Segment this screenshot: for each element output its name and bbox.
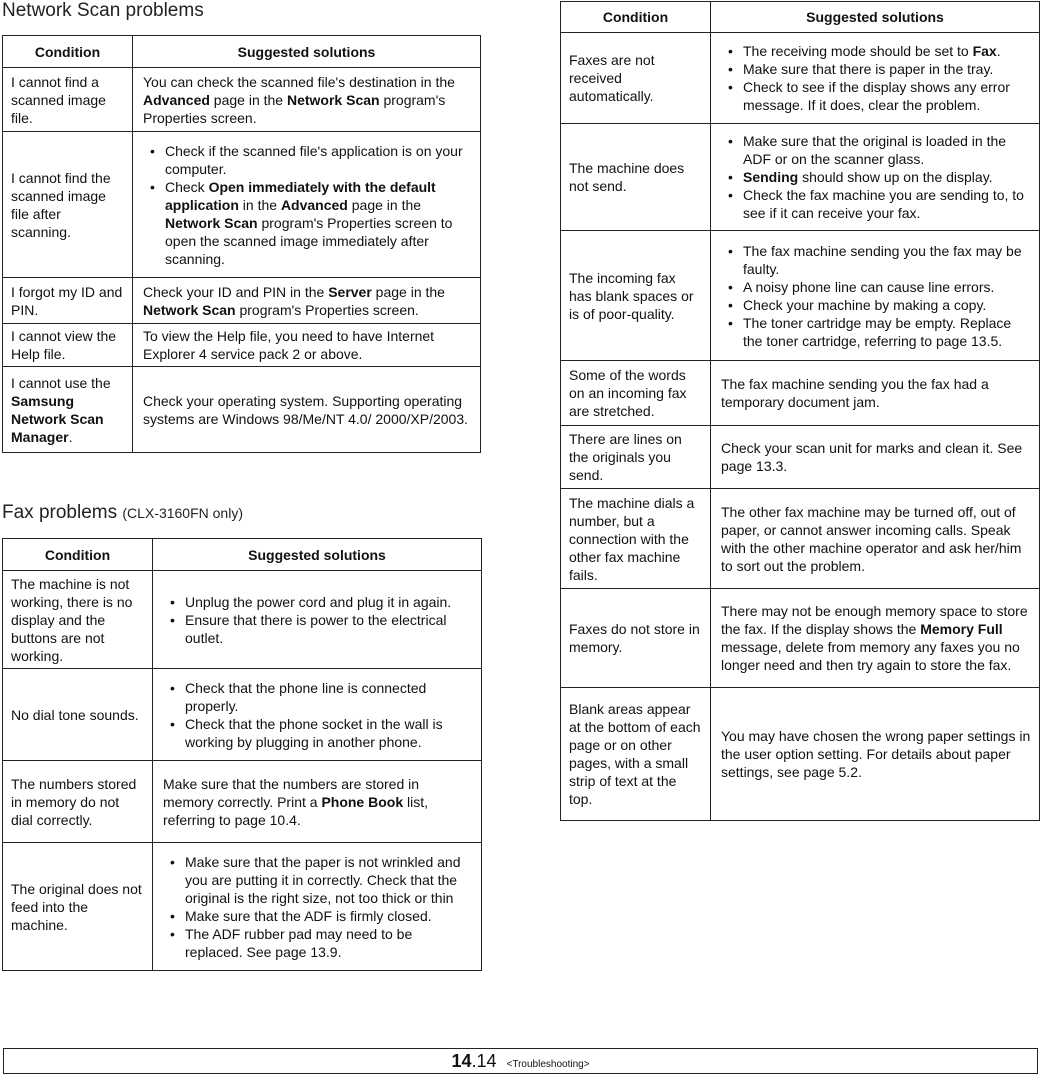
table-row (561, 489, 1040, 589)
condition-cell (561, 361, 711, 426)
table-row (561, 361, 1040, 426)
text-segment: The other fax machine may be turned off, out of paper, or cannot answer incoming calls. Speak with the other machine operator and ask her/him to sort out the problem. (721, 503, 1022, 574)
bold-text: Phone Book (321, 793, 404, 810)
condition-cell (3, 761, 153, 843)
bold-text: Network Scan (143, 301, 236, 318)
bold-text: Network Scan (286, 91, 380, 108)
condition-cell (561, 231, 711, 361)
condition-cell (561, 124, 711, 231)
solution-list (721, 242, 1031, 350)
header-row (561, 2, 1040, 33)
text-segment: Faxes do not store in memory. (569, 621, 700, 655)
text-segment: Ensure that there is power to the electrical outlet. (185, 611, 447, 646)
table-row (561, 33, 1040, 124)
solution-list (163, 853, 473, 961)
header-row (3, 539, 482, 571)
solution-cell (133, 68, 481, 132)
solution-cell (153, 843, 482, 971)
solution-cell (133, 132, 481, 278)
bold-text: Sending (743, 169, 799, 185)
text-segment: Faxes are not received automatically. (569, 52, 655, 104)
solution-bullet (743, 60, 1031, 78)
text-segment: . (996, 43, 1001, 59)
text-segment: Check your operating system. Supporting operating systems are Windows 98/Me/NT 4.0/ 2000/XP/2003. (143, 392, 469, 427)
text-segment: Make sure that there is paper in the tray. (743, 61, 994, 77)
text-segment: program's Properties screen to open the scanned image immediately after scanning. (165, 214, 453, 267)
text-segment: Unplug the power cord and plug it in again. (185, 593, 452, 610)
solution-bullet (743, 132, 1031, 168)
text-segment: . (68, 428, 73, 445)
text-segment: I forgot my ID and PIN. (11, 283, 123, 318)
condition-cell (3, 278, 133, 324)
solution-cell (711, 361, 1040, 426)
text-segment: message, delete from memory any faxes you no longer need and then try again to store the fax. (721, 639, 1020, 673)
text-segment: There may not be enough memory space to store the fax. If the display shows the (721, 603, 1028, 637)
table-row (3, 761, 482, 843)
bold-text: Memory Full (920, 621, 1003, 637)
section-name: <Troubleshooting> (506, 1059, 590, 1070)
condition-cell (561, 589, 711, 688)
text-segment: Check your scan unit for marks and clean it. See page 13.3. (721, 440, 1023, 474)
condition-cell (561, 426, 711, 489)
solution-bullet (743, 242, 1031, 278)
text-segment: program's Properties screen. (143, 91, 446, 126)
text-segment: The machine dials a number, but a connection with the other fax machine fails. (569, 494, 695, 583)
solution-bullet (165, 178, 472, 268)
solution-cell (133, 367, 481, 453)
text-segment: program's Properties screen. (235, 301, 419, 318)
table-row (3, 843, 482, 971)
text-segment: page in the (347, 196, 422, 213)
text-segment: page in the (371, 283, 445, 300)
solution-list (721, 42, 1031, 114)
text-segment: No dial tone sounds. (11, 706, 139, 723)
bold-text: Open immediately with the default application (165, 178, 436, 213)
condition-cell (561, 33, 711, 124)
solution-cell (711, 489, 1040, 589)
text-segment: Make sure that the ADF is firmly closed. (185, 907, 432, 924)
solution-cell (153, 571, 482, 669)
fax-problems-table-continued (560, 1, 1040, 821)
solution-bullet (743, 278, 1031, 296)
solution-cell (711, 231, 1040, 361)
solution-cell (711, 688, 1040, 821)
text-segment: Check that the phone socket in the wall is working by plugging in another phone. (185, 715, 443, 750)
solution-bullet (185, 611, 473, 647)
text-segment: You may have chosen the wrong paper settings in the user option setting. For details about paper settings, see page 5.2. (721, 728, 1031, 780)
header-suggested-solutions: Suggested solutions (711, 2, 1040, 33)
bold-text: Samsung Network Scan Manager (11, 392, 104, 445)
solution-bullet (185, 679, 473, 715)
text-segment: Check the fax machine you are sending to, to see if it can receive your fax. (743, 187, 1024, 221)
solution-bullet (185, 925, 473, 961)
solution-list (163, 593, 473, 647)
chapter-number: 14 (451, 1051, 472, 1071)
solution-list (143, 142, 472, 268)
condition-cell (561, 688, 711, 821)
table-row (3, 324, 481, 367)
header-suggested-solutions: Suggested solutions (133, 36, 481, 68)
solution-cell (133, 278, 481, 324)
page-number: .14 (471, 1051, 497, 1071)
solution-bullet (185, 853, 473, 907)
text-segment: I cannot view the Help file. (11, 328, 117, 362)
table-row (561, 231, 1040, 361)
text-segment: Blank areas appear at the bottom of each page or on other pages, with a small strip of text at the top. (569, 701, 701, 807)
solution-bullet (743, 168, 1031, 186)
solution-bullet (743, 314, 1031, 350)
text-segment: The machine does not send. (569, 160, 685, 194)
bold-text: Advanced (143, 91, 210, 108)
text-segment: A noisy phone line can cause line errors. (743, 278, 995, 295)
text-segment: There are lines on the originals you send. (569, 431, 682, 483)
solution-bullet (743, 78, 1031, 114)
solution-cell (711, 124, 1040, 231)
table-row (3, 571, 482, 669)
text-segment: Check your ID and PIN in the (143, 283, 329, 300)
solution-bullet (743, 186, 1031, 222)
solution-cell (711, 426, 1040, 489)
text-segment: Check (165, 178, 209, 195)
fax-problems-title (2, 502, 243, 524)
solution-bullet (185, 593, 473, 611)
condition-cell (3, 68, 133, 132)
table-row (561, 589, 1040, 688)
text-segment: list, referring to page 10.4. (163, 793, 428, 828)
solution-bullet (185, 907, 473, 925)
table-row (3, 132, 481, 278)
table-row (3, 669, 482, 761)
condition-cell (3, 324, 133, 367)
text-segment: I cannot use the (11, 374, 111, 391)
text-segment: To view the Help file, you need to have Internet Explorer 4 service pack 2 or above. (143, 328, 435, 362)
condition-cell (3, 843, 153, 971)
solution-bullet (743, 42, 1031, 60)
bold-text: Network Scan (165, 214, 258, 231)
bold-text: Advanced (280, 196, 348, 213)
text-segment: The numbers stored in memory do not dial correctly. (11, 775, 137, 828)
text-segment: The ADF rubber pad may need to be replaced. See page 13.9. (185, 925, 413, 960)
solution-list (721, 132, 1031, 222)
text-segment: I cannot find the scanned image file after scanning. (11, 169, 111, 240)
solution-cell (711, 589, 1040, 688)
text-segment: You can check the scanned file's destination in the (143, 73, 455, 90)
text-segment: The toner cartridge may be empty. Replace the toner cartridge, referring to page 13.5. (743, 314, 1012, 349)
table-row (3, 68, 481, 132)
header-suggested-solutions: Suggested solutions (153, 539, 482, 571)
fax-title-text: Fax problems (2, 502, 118, 523)
text-segment: The fax machine sending you the fax may be faulty. (743, 242, 1022, 277)
text-segment: The fax machine sending you the fax had a temporary document jam. (721, 376, 989, 410)
text-segment: Check that the phone line is connected properly. (185, 679, 427, 714)
bold-text: Server (328, 283, 372, 300)
network-scan-title: Network Scan problems (2, 0, 204, 21)
text-segment: Check to see if the display shows any error message. If it does, clear the problem. (743, 79, 1010, 113)
table-row (3, 367, 481, 453)
solution-cell (153, 669, 482, 761)
text-segment: in the (238, 196, 281, 213)
condition-cell (3, 132, 133, 278)
text-segment: Make sure that the original is loaded in the ADF or on the scanner glass. (743, 133, 1007, 167)
text-segment: Some of the words on an incoming fax are stretched. (569, 367, 687, 419)
text-segment: The original does not feed into the machine. (11, 880, 142, 933)
header-condition: Condition (3, 36, 133, 68)
text-segment: page in the (209, 91, 287, 108)
text-segment: The receiving mode should be set to (743, 43, 973, 59)
solution-cell (133, 324, 481, 367)
solution-bullet (185, 715, 473, 751)
solution-cell (711, 33, 1040, 124)
condition-cell (561, 489, 711, 589)
text-segment: should show up on the display. (798, 169, 993, 185)
fax-subtitle: (CLX-3160FN only) (122, 505, 243, 521)
header-condition: Condition (3, 539, 153, 571)
bold-text: Fax (972, 43, 997, 59)
page-footer (3, 1048, 1038, 1074)
text-segment: Check if the scanned file's application is on your computer. (165, 142, 463, 177)
header-condition: Condition (561, 2, 711, 33)
text-segment: The machine is not working, there is no display and the buttons are not working. (11, 575, 133, 664)
condition-cell (3, 571, 153, 669)
solution-bullet (165, 142, 472, 178)
solution-list (163, 679, 473, 751)
fax-problems-table (2, 538, 482, 971)
table-row (561, 124, 1040, 231)
text-segment: Check your machine by making a copy. (743, 296, 987, 313)
table-row (561, 426, 1040, 489)
solution-cell (153, 761, 482, 843)
text-segment: The incoming fax has blank spaces or is of poor-quality. (569, 269, 694, 322)
condition-cell (3, 367, 133, 453)
text-segment: I cannot find a scanned image file. (11, 73, 106, 126)
condition-cell (3, 669, 153, 761)
table-row (561, 688, 1040, 821)
header-row (3, 36, 481, 68)
network-scan-table (2, 35, 481, 453)
text-segment: Make sure that the numbers are stored in memory correctly. Print a (163, 775, 420, 810)
solution-bullet (743, 296, 1031, 314)
table-row (3, 278, 481, 324)
text-segment: Make sure that the paper is not wrinkled and you are putting it in correctly. Check that the original is the right size, not too thick or thin (185, 853, 461, 906)
